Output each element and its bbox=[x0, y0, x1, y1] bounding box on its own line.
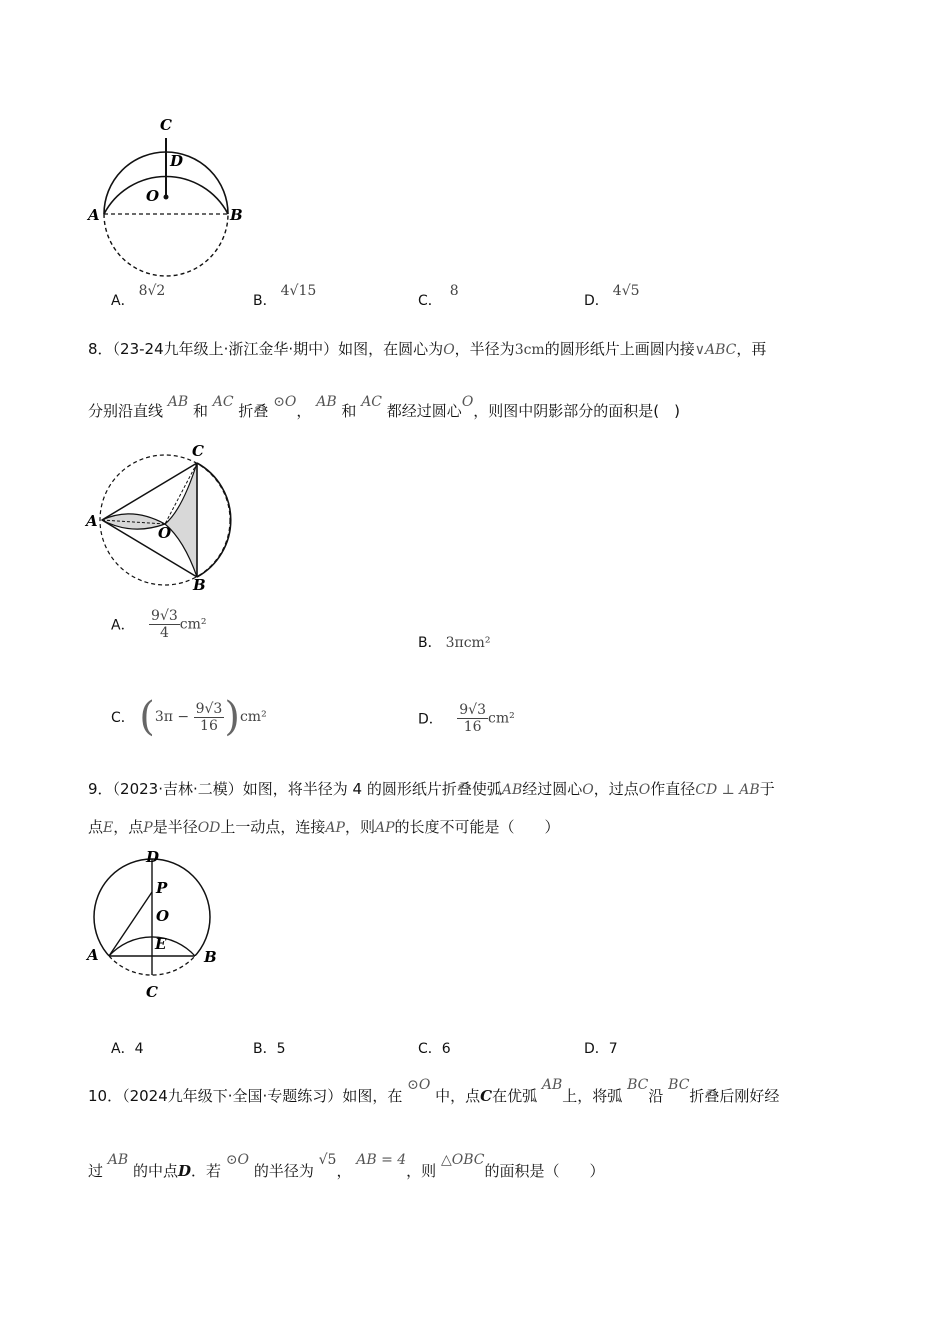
q9-option-b[interactable]: B．5 bbox=[253, 1041, 286, 1057]
q8-stem-line2: 分别沿直线 AB 和 AC 折叠 ⊙O， AB 和 AC 都经过圆心O，则图中阴影部分的面积是( ) bbox=[88, 394, 681, 420]
q10-stem-line2: 过 AB 的中点D．若 ⊙O 的半径为 √5， AB = 4，则 △OBC的面积是（ ） bbox=[88, 1152, 605, 1180]
q7-label-D: D bbox=[170, 152, 184, 170]
q7-option-c[interactable]: C．8 bbox=[418, 283, 459, 309]
q9-label-D: D bbox=[146, 848, 160, 866]
q9-label-P: P bbox=[156, 879, 168, 897]
q8-solid-arc bbox=[197, 463, 231, 577]
q7-figure bbox=[80, 115, 260, 285]
q9-option-a[interactable]: A．4 bbox=[111, 1041, 144, 1057]
q8-label-C: C bbox=[192, 442, 204, 460]
q8-label-A: A bbox=[86, 512, 98, 530]
q8-option-c[interactable]: C． (3π − $\frac{9√3}{16}$ )cm² bbox=[111, 694, 267, 740]
q10-stem-line1: 10．（2024九年级下·全国·专题练习）如图，在 ⊙O 中，点C在优弧 AB上，将弧 BC沿 BC折叠后刚好经 bbox=[88, 1077, 780, 1105]
q9-option-d[interactable]: D．7 bbox=[584, 1041, 618, 1057]
q8-option-b[interactable]: B． 3πcm² bbox=[418, 635, 491, 651]
q7-center-dot bbox=[164, 195, 169, 200]
q7-option-d[interactable]: D．4√5 bbox=[584, 283, 640, 309]
q8-option-a[interactable]: A． $\frac{9√3}{4}$ cm² bbox=[111, 608, 207, 641]
q9-label-E: E bbox=[155, 935, 167, 953]
q9-option-c[interactable]: C．6 bbox=[418, 1041, 451, 1057]
q8-label-O: O bbox=[158, 524, 172, 542]
q9-figure bbox=[80, 845, 230, 1005]
q9-label-C: C bbox=[146, 983, 158, 1001]
q9-label-A: A bbox=[87, 946, 99, 964]
q7-label-A: A bbox=[88, 206, 100, 224]
q8-stem-line1: 8．（23-24九年级上·浙江金华·期中）如图，在圆心为O，半径为3cm的圆形纸片上画圆内接∨ABC，再 bbox=[88, 340, 767, 358]
q8-figure bbox=[80, 440, 250, 595]
q7-label-O: O bbox=[146, 187, 160, 205]
q7-option-a[interactable]: A．8√2 bbox=[111, 283, 166, 309]
q7-label-B: B bbox=[230, 206, 243, 224]
q9-label-B: B bbox=[204, 948, 217, 966]
q8-option-d[interactable]: D． $\frac{9√3}{16}$ cm² bbox=[418, 702, 515, 735]
q8-label-B: B bbox=[193, 576, 206, 594]
q9-stem-line2: 点E，点P是半径OD上一动点，连接AP，则AP的长度不可能是（ ） bbox=[88, 818, 560, 836]
q7-label-C: C bbox=[160, 116, 172, 134]
q9-segment-AP bbox=[109, 892, 152, 956]
q9-label-O: O bbox=[156, 907, 170, 925]
q9-stem-line1: 9．（2023·吉林·二模）如图，将半径为 4 的圆形纸片折叠使弧AB经过圆心O，过点O作直径CD ⊥ AB于 bbox=[88, 780, 775, 798]
q7-option-b[interactable]: B．4√15 bbox=[253, 283, 317, 309]
